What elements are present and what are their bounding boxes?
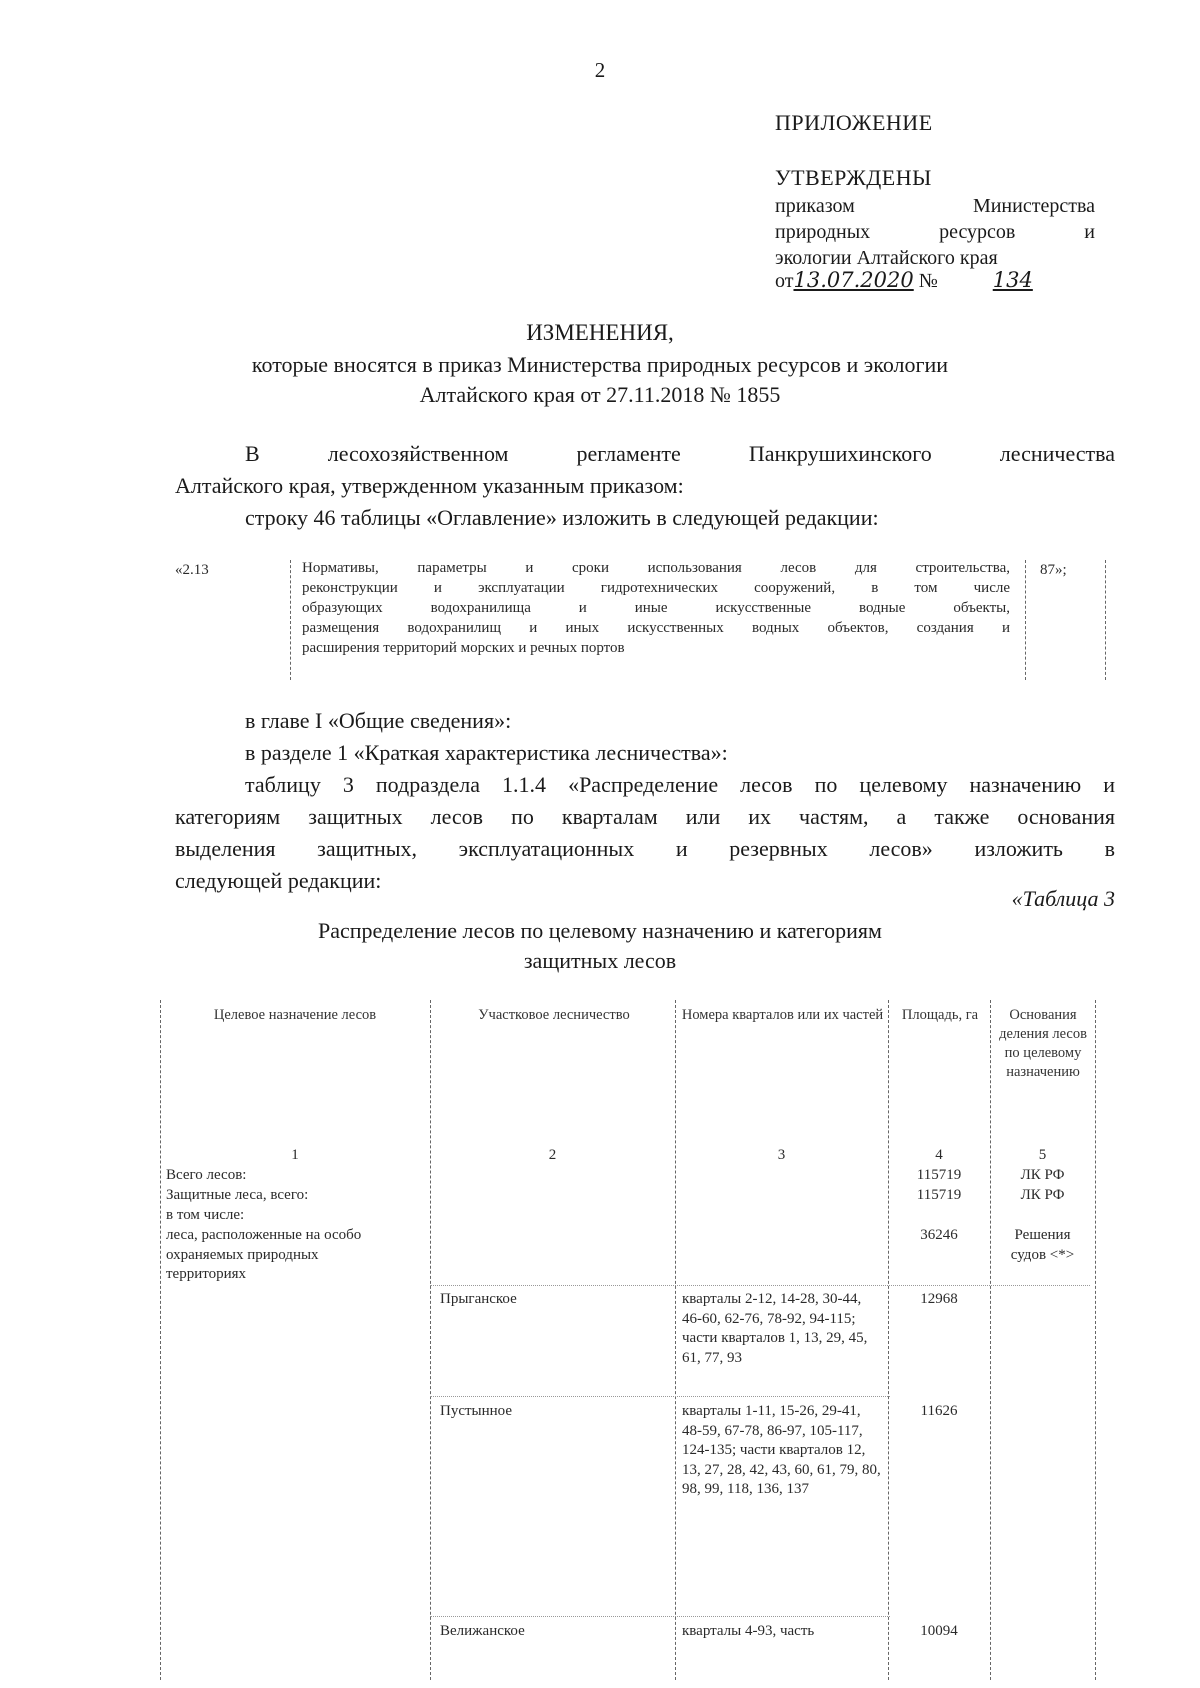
approval-date-line (775, 268, 1033, 293)
col-number: 5 (1038, 1147, 1047, 1163)
row-area: 36246 (920, 1227, 958, 1243)
toc-row-page: 87»; (1040, 562, 1067, 578)
table-col-divider (1095, 1000, 1096, 1680)
toc-divider (1025, 560, 1026, 680)
toc-divider (1105, 560, 1106, 680)
row-district: Велижанское (440, 1623, 525, 1639)
table-title-2: защитных лесов (523, 948, 677, 973)
row-purpose: Защитные леса, всего: (166, 1187, 309, 1203)
body-line-3: таблицу 3 подраздела 1.1.4 «Распределение лесов по целевому назначению и (245, 772, 1115, 797)
approval-word: приказом (775, 195, 855, 217)
header-area: Площадь, га (901, 1007, 979, 1023)
header-purpose: Целевое назначение лесов (213, 1007, 377, 1023)
body-line-1: в главе I «Общие сведения»: (245, 708, 512, 733)
table-title-1: Распределение лесов по целевому назначению и категориям (318, 918, 882, 943)
row-district: Прыганское (440, 1291, 517, 1307)
intro-line-3: строку 46 таблицы «Оглавление» изложить в следующей редакции: (245, 505, 879, 530)
col-number: 1 (291, 1147, 299, 1163)
toc-text-line: размещения водохранилищ и иных искусственных водных объектов, создания и (302, 620, 1010, 636)
header-quarters: Номера кварталов или их частей (681, 1007, 884, 1023)
document-title: ИЗМЕНЕНИЯ, (526, 320, 674, 345)
approval-word: Министерства (972, 195, 1095, 217)
row-area: 11626 (920, 1403, 958, 1419)
toc-text-line: расширения территорий морских и речных портов (302, 640, 625, 656)
handwritten-date: 13.07.2020 (793, 268, 914, 292)
intro-line-1: В лесохозяйственном регламенте Панкрушихинского лесничества (245, 441, 1115, 466)
row-purpose: леса, расположенные на особо охраняемых природных территориях (166, 1227, 362, 1282)
appendix-title: ПРИЛОЖЕНИЕ (775, 110, 933, 135)
toc-row-text (302, 558, 1010, 658)
approval-word: ресурсов (939, 221, 1016, 243)
table-col-divider (160, 1000, 161, 1680)
row-basis: ЛК РФ (1020, 1187, 1065, 1203)
row-area: 12968 (920, 1291, 958, 1307)
row-basis: ЛК РФ (1020, 1167, 1065, 1183)
col-number: 3 (777, 1147, 786, 1163)
body-line-5: выделения защитных, эксплуатационных и резервных лесов» изложить в (175, 836, 1115, 861)
table-col-divider (990, 1000, 991, 1680)
number-prefix: № (918, 270, 938, 292)
row-purpose: в том числе: (166, 1207, 245, 1223)
table-col-divider (675, 1000, 676, 1680)
handwritten-number: 134 (992, 268, 1033, 292)
body-line-6: следующей редакции: (175, 868, 382, 893)
intro-line-2: Алтайского края, утвержденном указанным приказом: (175, 473, 684, 498)
approval-word: и (1084, 221, 1095, 243)
row-basis: Решения судов <*> (1010, 1227, 1075, 1263)
document-subtitle-1: которые вносятся в приказ Министерства природных ресурсов и экологии (251, 352, 949, 377)
table-col-divider (430, 1000, 431, 1680)
row-district: Пустынное (440, 1403, 513, 1419)
toc-text-line: реконструкции и эксплуатации гидротехнических сооружений, в том числе (302, 580, 1010, 596)
header-district: Участковое лесничество (478, 1007, 630, 1023)
body-line-4: категориям защитных лесов по кварталам или их частям, а также основания (175, 804, 1115, 829)
row-quarters: кварталы 1-11, 15-26, 29-41, 48-59, 67-78, 86-97, 105-117, 124-135; части кварталов 12, 13, 27, 28, 42, 43, 60, 61, 79, 80, 98, 99, 118, 136, 137 (682, 1403, 881, 1497)
col-number: 4 (935, 1147, 943, 1163)
row-separator (430, 1396, 890, 1397)
table-label: «Таблица 3 (1011, 886, 1115, 911)
toc-text-line: образующих водохранилища и иные искусственные водные объекты, (302, 600, 1010, 616)
header-basis: Основания деления лесов по целевому назначению (999, 1007, 1087, 1080)
approval-line-2 (775, 221, 1095, 243)
approved-label: УТВЕРЖДЕНЫ (775, 165, 932, 190)
row-quarters: кварталы 4-93, часть (682, 1623, 815, 1639)
row-area: 115719 (916, 1187, 962, 1203)
page-number: 2 (594, 58, 606, 82)
date-prefix: от (775, 270, 794, 292)
toc-text-line: Нормативы, параметры и сроки использования лесов для строительства, (302, 560, 1010, 576)
row-purpose: Всего лесов: (166, 1167, 247, 1183)
approval-word: природных (775, 221, 871, 243)
body-line-2: в разделе 1 «Краткая характеристика лесничества»: (245, 740, 728, 765)
row-quarters: кварталы 2-12, 14-28, 30-44, 46-60, 62-76, 78-92, 94-115; части кварталов 1, 13, 29, 45, 61, 77, 93 (682, 1291, 868, 1366)
approval-line-3: экологии Алтайского края (775, 247, 998, 269)
document-subtitle-2: Алтайского края от 27.11.2018 № 1855 (419, 382, 781, 407)
col-number: 2 (548, 1147, 557, 1163)
forest-table (160, 1000, 1100, 1680)
table-col-divider (888, 1000, 889, 1680)
row-separator (430, 1285, 1090, 1286)
row-area: 10094 (920, 1623, 958, 1639)
approval-line-1 (775, 195, 1095, 217)
row-area: 115719 (916, 1167, 962, 1183)
toc-row-number: «2.13 (175, 562, 209, 578)
row-separator (430, 1616, 890, 1617)
toc-divider (290, 560, 291, 680)
